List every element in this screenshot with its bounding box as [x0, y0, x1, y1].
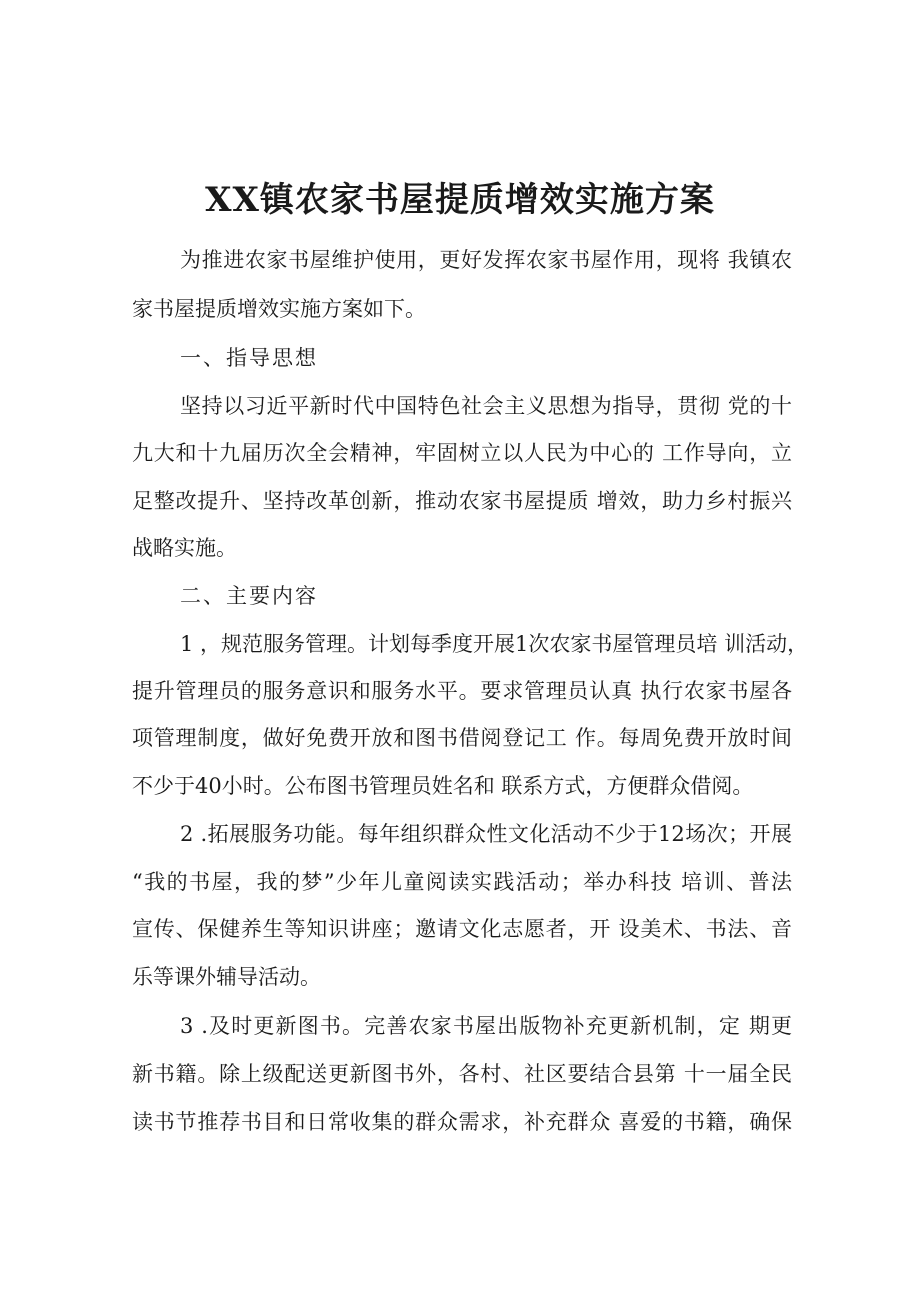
section1-heading: 一、指导思想 [180, 346, 318, 370]
document-title: XX镇农家书屋提质增效实施方案 [205, 180, 715, 220]
item2-line-2: “我的书屋，我的梦”少年儿童阅读实践活动；举办科技 培训、普法 [132, 870, 792, 894]
section1-line-1: 坚持以习近平新时代中国特色社会主义思想为指导，贯彻 党的十 [180, 394, 792, 418]
item2-line-3: 宣传、保健养生等知识讲座；邀请文化志愿者，开 设美术、书法、音 [132, 917, 792, 941]
item1-line-3: 项管理制度，做好免费开放和图书借阅登记工 作。每周免费开放时间 [132, 726, 792, 750]
item1-line-4: 不少于40小时。公布图书管理员姓名和 联系方式，方便群众借阅。 [132, 774, 754, 798]
section2-heading: 二、主要内容 [180, 584, 318, 608]
item1-line-2: 提升管理员的服务意识和服务水平。要求管理员认真 执行农家书屋各 [132, 679, 792, 703]
section1-line-4: 战略实施。 [132, 536, 237, 560]
item2-line-4: 乐等课外辅导活动。 [132, 965, 321, 989]
item2-line-1: 2 .拓展服务功能。每年组织群众性文化活动不少于12场次；开展 [180, 822, 792, 846]
intro-line-1: 为推进农家书屋维护使用，更好发挥农家书屋作用，现将 我镇农 [180, 248, 792, 272]
section1-line-2: 九大和十九届历次全会精神，牢固树立以人民为中心的 工作导向，立 [132, 441, 792, 465]
section1-line-3: 足整改提升、坚持改革创新，推动农家书屋提质 增效，助力乡村振兴 [132, 489, 792, 513]
item3-line-2: 新书籍。除上级配送更新图书外，各村、社区要结合县第 十一届全民 [132, 1062, 792, 1086]
item1-line-1: 1 ，规范服务管理。计划每季度开展1次农家书屋管理员培 训活动， [180, 632, 809, 656]
item3-line-1: 3 .及时更新图书。完善农家书屋出版物补充更新机制，定 期更 [180, 1014, 792, 1038]
item3-line-3: 读书节推荐书目和日常收集的群众需求，补充群众 喜爱的书籍，确保 [132, 1110, 792, 1134]
intro-line-2: 家书屋提质增效实施方案如下。 [132, 297, 426, 321]
